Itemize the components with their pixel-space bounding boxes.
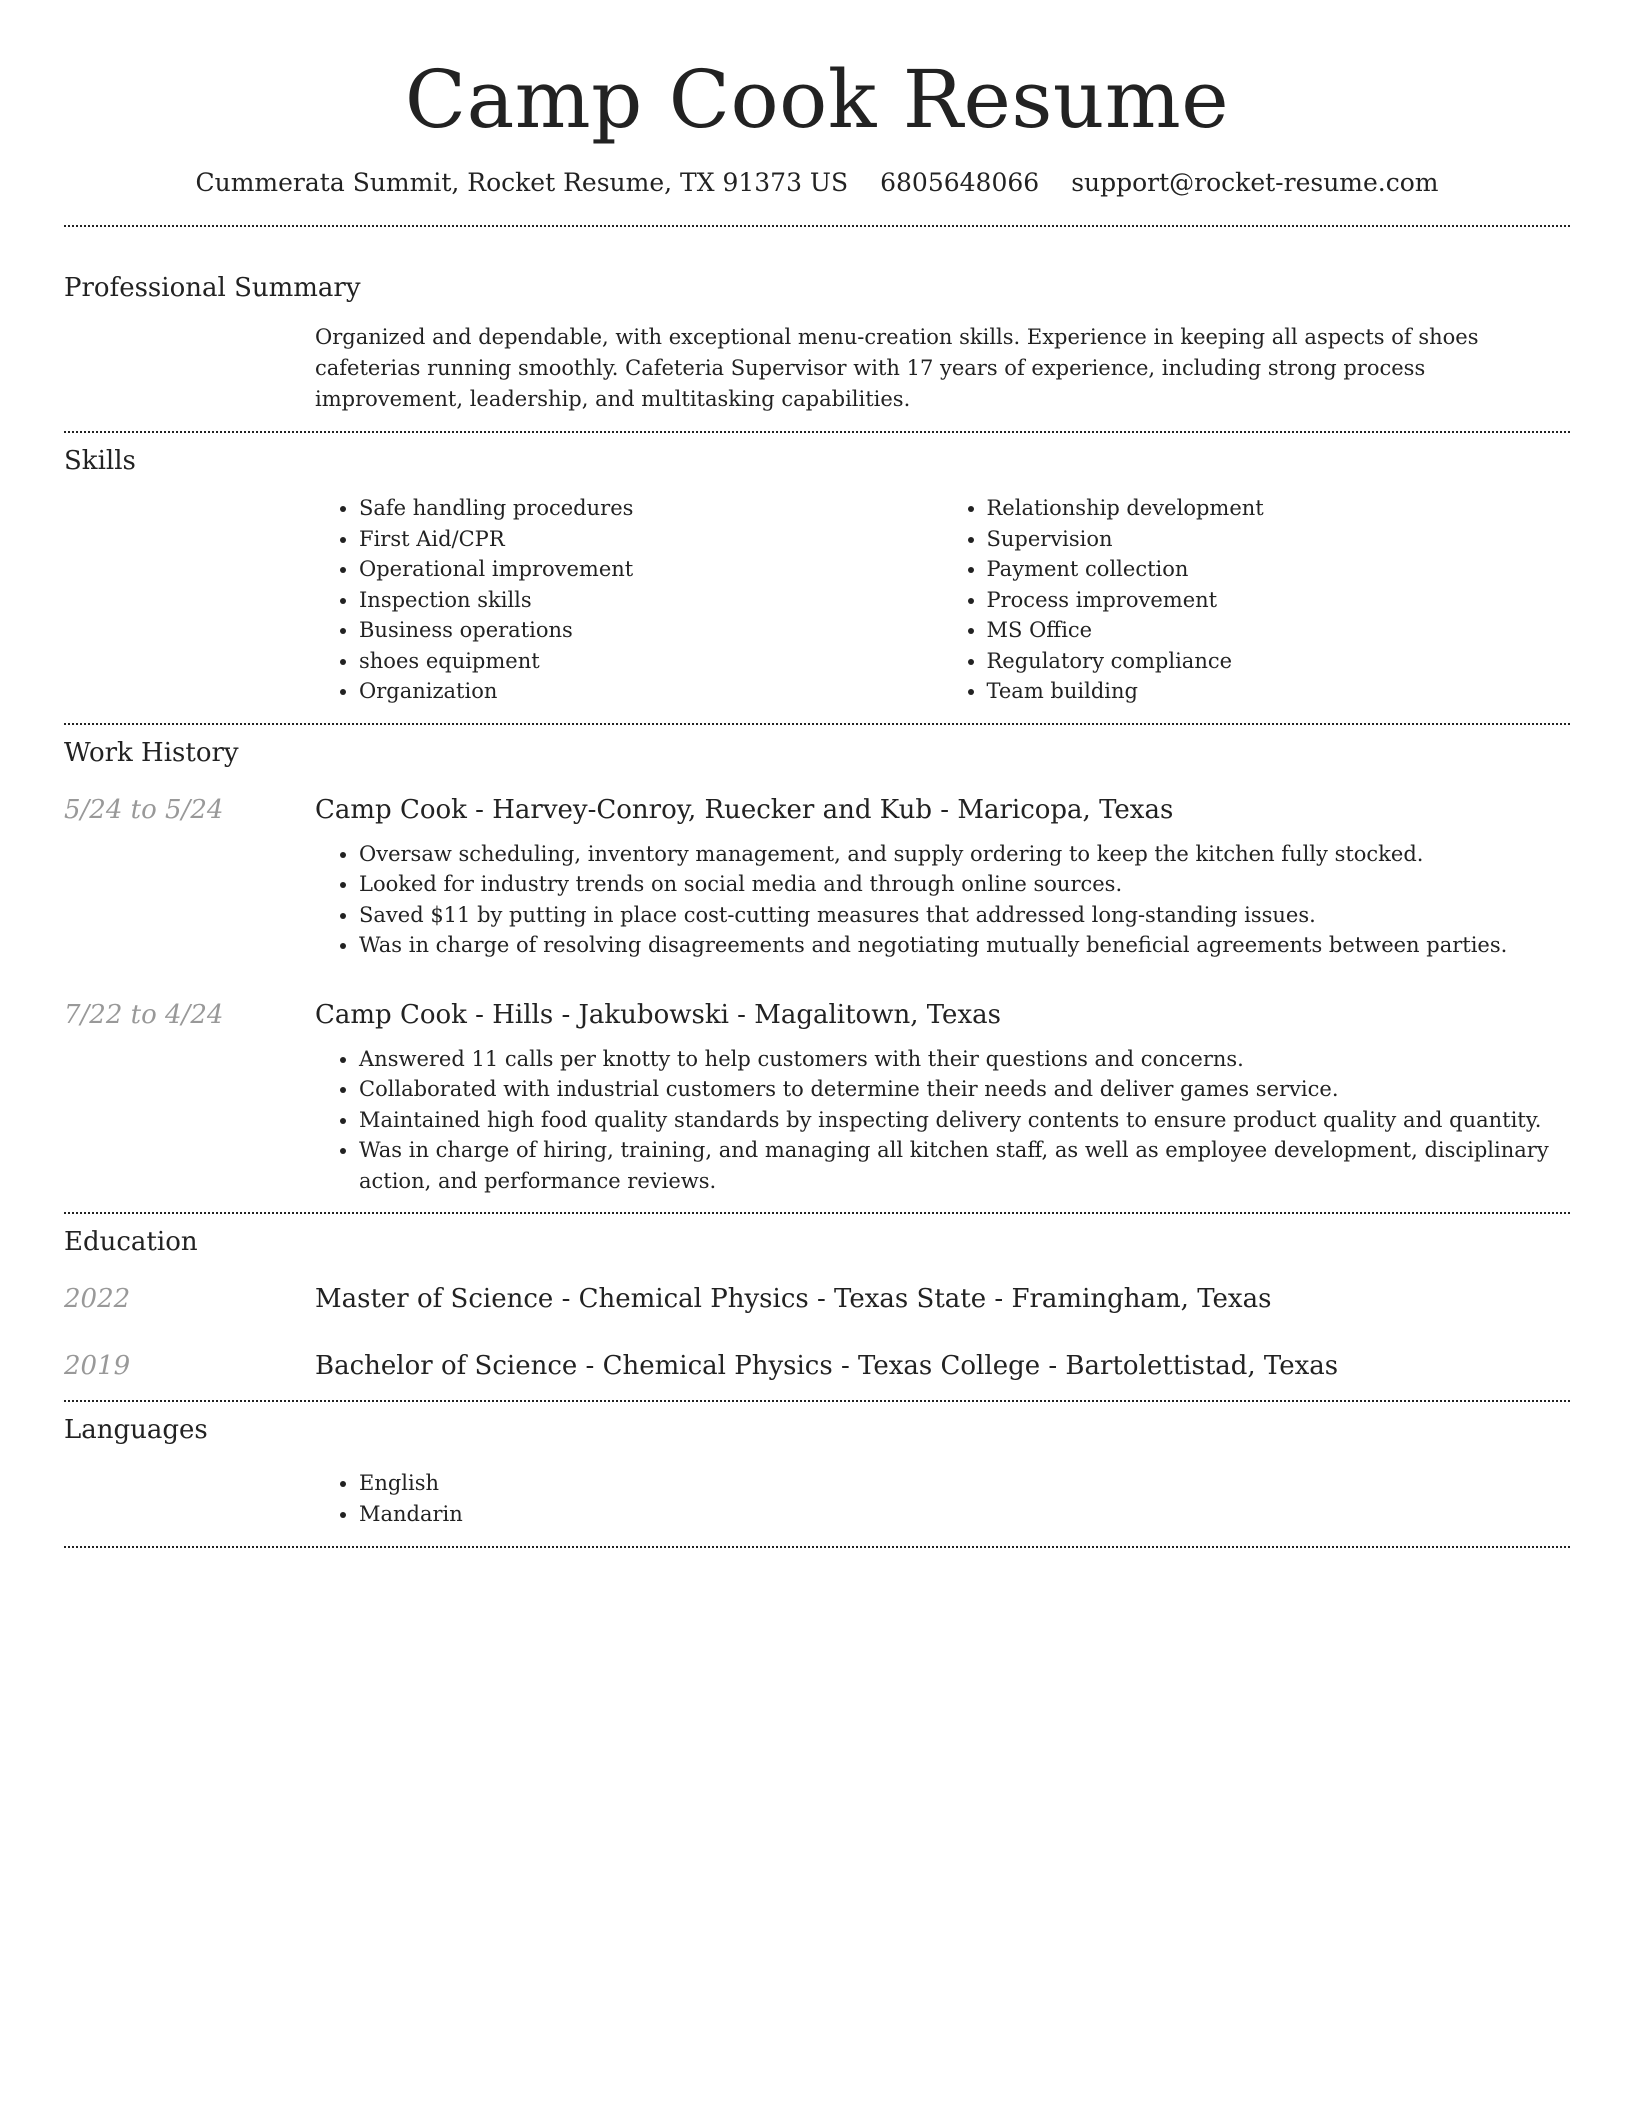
job-body: [315, 998, 1570, 1197]
skills-list-1: [315, 493, 943, 707]
contact-email: support@rocket-resume.com: [1071, 168, 1439, 197]
skills-left: [64, 493, 315, 707]
summary-row: [64, 322, 1570, 415]
skill-item: • shoes equipment: [359, 646, 943, 677]
skill-item: • Business operations: [359, 615, 943, 646]
contact-phone: 6805648066: [880, 168, 1040, 197]
skill-item: • MS Office: [987, 615, 1571, 646]
job-body: [315, 793, 1570, 961]
education-divider: [64, 1400, 1570, 1402]
summary-heading: Professional Summary: [64, 273, 361, 303]
job-title: Camp Cook - Harvey-Conroy, Ruecker and Kub - Maricopa, Texas: [315, 794, 1174, 825]
skill-item: • Regulatory compliance: [987, 646, 1571, 677]
summary-left: [64, 322, 315, 415]
education-heading: Education: [64, 1227, 198, 1257]
job-bullets: [315, 1044, 1570, 1197]
job-bullet: • Saved $11 by putting in place cost-cutting measures that addressed long-standing issues.: [359, 900, 1570, 931]
job-bullet: • Looked for industry trends on social media and through online sources.: [359, 869, 1570, 900]
skill-item: • Supervision: [987, 524, 1571, 555]
header-divider: [64, 225, 1570, 227]
skill-item: • Relationship development: [987, 493, 1571, 524]
job-entry: [64, 793, 1570, 961]
job-dates: 5/24 to 5/24: [64, 794, 224, 825]
job-entry: [64, 998, 1570, 1197]
summary-text: Organized and dependable, with exceptional menu-creation skills. Experience in keeping all aspects of shoes cafeterias running smoothly. Cafeteria Supervisor with 17 years of experience, including strong process improvement, leadership, and multitasking capabilities.: [315, 325, 1479, 411]
languages-list: [315, 1468, 1570, 1529]
languages-divider: [64, 1546, 1570, 1548]
contact-line: [64, 166, 1570, 200]
job-title: Camp Cook - Hills - Jakubowski - Magalitown, Texas: [315, 999, 1001, 1030]
skills-row: [64, 493, 1570, 707]
education-title: Bachelor of Science - Chemical Physics - Texas College - Bartolettistad, Texas: [315, 1351, 1339, 1381]
job-bullet: • Collaborated with industrial customers to determine their needs and deliver games service.: [359, 1074, 1570, 1105]
resume-page: [64, 0, 1570, 1548]
contact-address: Cummerata Summit, Rocket Resume, TX 91373 US: [195, 168, 849, 197]
skill-item: • Organization: [359, 676, 943, 707]
languages-body: [315, 1468, 1570, 1529]
languages-left: [64, 1468, 315, 1529]
education-entry: [64, 1349, 1570, 1383]
languages-heading: Languages: [64, 1415, 208, 1445]
work-heading: Work History: [64, 737, 239, 768]
skill-item: • Team building: [987, 676, 1571, 707]
job-bullet: • Maintained high food quality standards by inspecting delivery contents to ensure product quality and quantity.: [359, 1105, 1570, 1136]
language-item: • Mandarin: [359, 1499, 1570, 1530]
languages-row: [64, 1468, 1570, 1529]
skill-item: • First Aid/CPR: [359, 524, 943, 555]
summary-divider: [64, 431, 1570, 433]
language-item: • English: [359, 1468, 1570, 1499]
skill-item: • Safe handling procedures: [359, 493, 943, 524]
skills-list-2: [943, 493, 1571, 707]
skill-item: • Process improvement: [987, 585, 1571, 616]
skills-heading: Skills: [64, 446, 136, 476]
education-year: 2019: [64, 1351, 131, 1381]
education-year: 2022: [64, 1284, 131, 1314]
job-bullet: • Oversaw scheduling, inventory management, and supply ordering to keep the kitchen fully stocked.: [359, 839, 1570, 870]
job-bullet: • Was in charge of hiring, training, and managing all kitchen staff, as well as employee development, disciplinary action, and performance reviews.: [359, 1135, 1570, 1196]
skill-item: • Inspection skills: [359, 585, 943, 616]
skill-item: • Operational improvement: [359, 554, 943, 585]
resume-title: Camp Cook Resume: [404, 53, 1230, 146]
education-title: Master of Science - Chemical Physics - Texas State - Framingham, Texas: [315, 1284, 1272, 1314]
work-divider: [64, 1212, 1570, 1214]
job-bullet: • Answered 11 calls per knotty to help customers with their questions and concerns.: [359, 1044, 1570, 1075]
job-dates: 7/22 to 4/24: [64, 999, 224, 1030]
job-bullet: • Was in charge of resolving disagreements and negotiating mutually beneficial agreements between parties.: [359, 930, 1570, 961]
skills-columns: [315, 493, 1570, 707]
job-bullets: [315, 839, 1570, 961]
education-entry: [64, 1282, 1570, 1316]
skills-divider: [64, 723, 1570, 725]
skill-item: • Payment collection: [987, 554, 1571, 585]
